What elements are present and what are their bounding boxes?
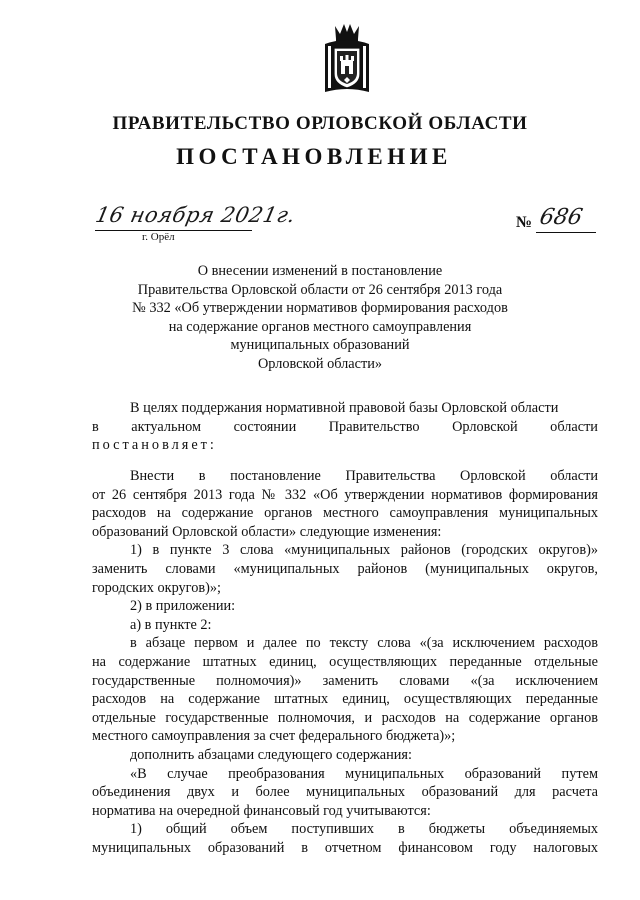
resolution-body (92, 467, 598, 857)
item-line: 1) в пункте 3 слова «муниципальных районов (городских округов)» (130, 542, 598, 559)
body-line: Внести в постановление Правительства Орловской области (130, 468, 598, 484)
preamble-line: В целях поддержания нормативной правовой базы Орловской области (130, 400, 559, 416)
item-line: а) в пункте 2: (130, 616, 212, 633)
item-line: 2) в приложении: (130, 598, 236, 615)
body-line: образований Орловской области» следующие изменения: (92, 523, 442, 540)
quote-line: объединения двух и более муниципальных образований для расчета (92, 784, 598, 801)
subject-line: на содержание органов местного самоуправления (168, 318, 472, 335)
subject-line: Орловской области» (257, 355, 383, 372)
preamble (92, 399, 598, 455)
document-subject (120, 262, 520, 373)
quote-line: норматива на очередной финансовый год учитываются: (92, 802, 431, 819)
preamble-word: Правительство (328, 418, 420, 435)
number-underline (536, 232, 596, 233)
subject-line: муниципальных образований (230, 337, 410, 353)
body-line: расходов на содержание органов местного самоуправления муниципальных (92, 505, 598, 522)
subject-line: О внесении изменений в постановление (197, 263, 443, 279)
paragraph-line: в абзаце первом и далее по тексту слова «(за исключением расходов (130, 635, 598, 652)
preamble-word: области (550, 418, 598, 435)
subject-line: № 332 «Об утверждении нормативов формирования расходов (132, 300, 508, 316)
coat-of-arms-emblem (322, 22, 372, 96)
preamble-word: в (92, 418, 99, 435)
document-type-title: ПОСТАНОВЛЕНИЕ (176, 144, 452, 169)
handwritten-number: 686 (537, 205, 585, 230)
paragraph-line: дополнить абзацами следующего содержания: (130, 746, 412, 763)
item-line: городских округов)»; (92, 579, 221, 596)
preamble-word: состоянии (233, 418, 297, 435)
paragraph-line: государственные полномочия)» заменить словами «(за исключением (92, 672, 598, 689)
paragraph-line: отдельные государственные полномочия, и расходов на содержание органов (92, 709, 598, 726)
subitem-line: муниципальных образований в отчетном финансовом году налоговых (92, 839, 598, 856)
number-label: № (516, 214, 533, 231)
quote-line: «В случае преобразования муниципальных образований путем (130, 765, 598, 782)
item-line: заменить словами «муниципальных районов (муниципальных округов, (92, 560, 598, 577)
government-title: ПРАВИТЕЛЬСТВО ОРЛОВСКОЙ ОБЛАСТИ (112, 113, 528, 134)
preamble-line (92, 418, 598, 437)
preamble-word: актуальном (131, 418, 202, 435)
handwritten-date: 16 ноября 2021г. (93, 203, 298, 227)
subject-line: Правительства Орловской области от 26 сентября 2013 года (137, 281, 503, 298)
subitem-line: 1) общий объем поступивших в бюджеты объединяемых (130, 821, 598, 838)
preamble-word: Орловской (452, 418, 518, 435)
paragraph-line: на содержание штатных единиц, осуществляющих переданные отдельные (92, 653, 598, 670)
resolves-word: постановляет: (92, 437, 217, 454)
paragraph-line: местного самоуправления за счет федерального бюджета)»; (92, 728, 456, 745)
paragraph-line: расходов на содержание штатных единиц, осуществляющих переданные (92, 691, 598, 708)
city-label: г. Орёл (142, 231, 175, 243)
body-line: от 26 сентября 2013 года № 332 «Об утверждении нормативов формирования (92, 486, 598, 503)
